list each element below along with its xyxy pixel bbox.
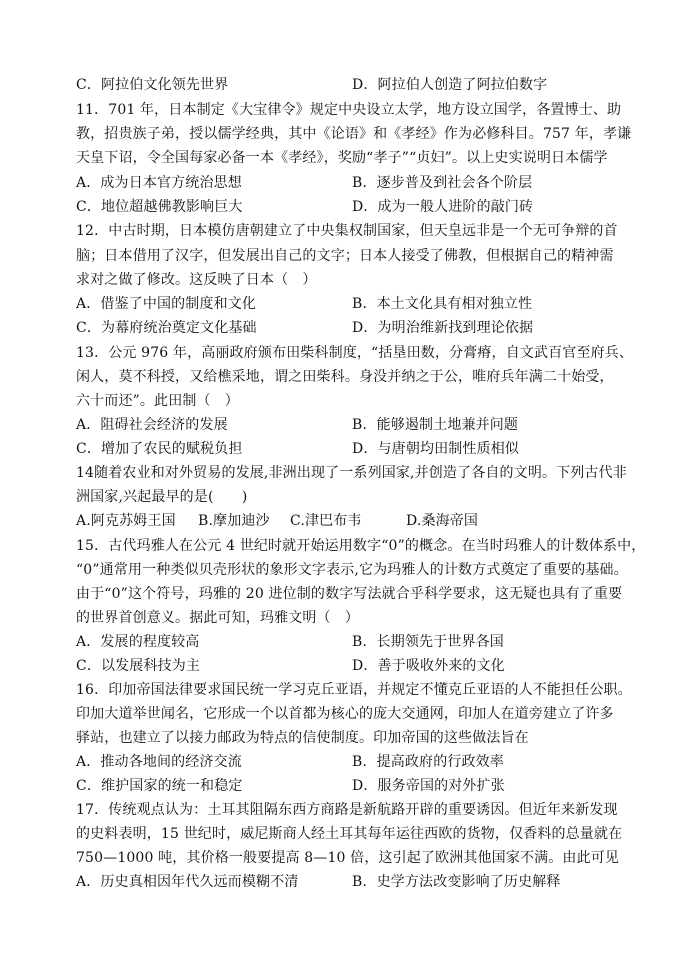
q11-option-b: B．逐步普及到社会各个阶层 (352, 175, 533, 191)
q16-option-b: B．提高政府的行政效率 (352, 754, 504, 770)
q17-text-line: 750—1000 吨，其价格一般要提高 8—10 倍，这引起了欧洲其他国家不满。由此可见 (76, 850, 620, 866)
q14-option-c: C.津巴布韦 (290, 513, 362, 529)
option-d: D．阿拉伯人创造了阿拉伯数字 (352, 77, 548, 93)
q12-text-line: 脑；日本借用了汉字，但发展出自己的文字；日本人接受了佛教，但根据自己的精神需 (76, 248, 614, 264)
q17-option-b: B．史学方法改变影响了历史解释 (352, 874, 561, 890)
q11-text-line: 教，招贵族子弟，授以儒学经典，其中《论语》和《孝经》作为必修科目。757 年，孝谦 (76, 126, 632, 142)
q15-option-a: A．发展的程度较高 (76, 634, 200, 650)
q17-option-a: A．历史真相因年代久远而模糊不清 (76, 874, 299, 890)
q17-text-line: 的史料表明，15 世纪时，威尼斯商人经土耳其每年运往西欧的货物，仅香料的总量就在 (76, 826, 623, 842)
q15-text-line: 15．古代玛雅人在公元 4 世纪时就开始运用数字“0”的概念。在当时玛雅人的计数体系中， (76, 538, 646, 554)
q12-option-b: B．本土文化具有相对独立性 (352, 296, 533, 312)
q15-option-d: D．善于吸收外来的文化 (352, 658, 505, 674)
q16-text-line: 驿站，也建立了以接力邮政为特点的信使制度。印加帝国的这些做法旨在 (76, 730, 529, 746)
q14-option-d: D.桑海帝国 (406, 513, 479, 529)
q11-option-a: A．成为日本官方统治思想 (76, 175, 242, 191)
q11-text-line: 11．701 年，日本制定《大宝律令》规定中央设立太学，地方设立国学，各置博士、助 (76, 102, 622, 118)
q13-option-c: C．增加了农民的赋税负担 (76, 441, 243, 457)
q15-option-c: C．以发展科技为主 (76, 658, 201, 674)
q13-option-b: B．能够遏制土地兼并问题 (352, 417, 519, 433)
q16-text-line: 16．印加帝国法律要求国民统一学习克丘亚语，并规定不懂克丘亚语的人不能担任公职。 (76, 682, 632, 698)
q13-text-line: 13．公元 976 年，高丽政府颁布田柴科制度，“括垦田数，分膏瘠，自文武百官至府兵、 (76, 345, 634, 361)
q13-text-line: 闲人，莫不科授，又给樵采地，谓之田柴科。身没并纳之于公，唯府兵年满二十始受， (76, 369, 614, 385)
q15-text-line: 的世界首创意义。据此可知，玛雅文明（ ） (76, 610, 359, 626)
q12-option-c: C．为幕府统治奠定文化基础 (76, 320, 257, 336)
q17-text-line: 17．传统观点认为：土耳其阻隔东西方商路是新航路开辟的重要诱因。但近年来新发现 (76, 802, 618, 818)
q12-option-a: A．借鉴了中国的制度和文化 (76, 296, 257, 312)
q13-option-d: D．与唐朝均田制性质相似 (352, 441, 520, 457)
q14-text-line: 14随着农业和对外贸易的发展,非洲出现了一系列国家,并创造了各自的文明。下列古代非 (76, 465, 627, 481)
q13-text-line: 六十而还”。此田制（ ） (76, 393, 239, 409)
q14-option-a: A.阿克苏姆王国 (76, 513, 176, 529)
q15-text-line: 由于“0”这个符号，玛雅的 20 进位制的数字写法就合乎科学要求，这无疑也具有了重要 (76, 586, 623, 602)
q15-option-b: B．长期领先于世界各国 (352, 634, 504, 650)
q14-option-b: B.摩加迪沙 (198, 513, 270, 529)
q16-text-line: 印加大道举世闻名，它形成一个以首都为核心的庞大交通网，印加人在道旁建立了许多 (76, 706, 614, 722)
q16-option-d: D．服务帝国的对外扩张 (352, 778, 505, 794)
q13-option-a: A．阻碍社会经济的发展 (76, 417, 228, 433)
q11-option-c: C．地位超越佛教影响巨大 (76, 199, 243, 215)
q11-option-d: D．成为一般人进阶的敲门砖 (352, 199, 534, 215)
q14-text-line: 洲国家,兴起最早的是( ) (76, 489, 248, 505)
q12-text-line: 求对之做了修改。这反映了日本（ ） (76, 272, 317, 288)
q12-text-line: 12．中古时期，日本模仿唐朝建立了中央集权制国家，但天皇远非是一个无可争辩的首 (76, 223, 618, 239)
q16-option-a: A．推动各地间的经济交流 (76, 754, 242, 770)
option-c: C．阿拉伯文化领先世界 (76, 77, 229, 93)
q15-text-line: “0”通常用一种类似贝壳形状的象形文字表示,它为玛雅人的计数方式奠定了重要的基础。 (76, 562, 628, 578)
q12-option-d: D．为明治维新找到理论依据 (352, 320, 534, 336)
q16-option-c: C．维护国家的统一和稳定 (76, 778, 243, 794)
q11-text-line: 天皇下诏，令全国每家必备一本《孝经》，奖励“孝子”“贞妇”。以上史实说明日本儒学 (76, 150, 608, 166)
